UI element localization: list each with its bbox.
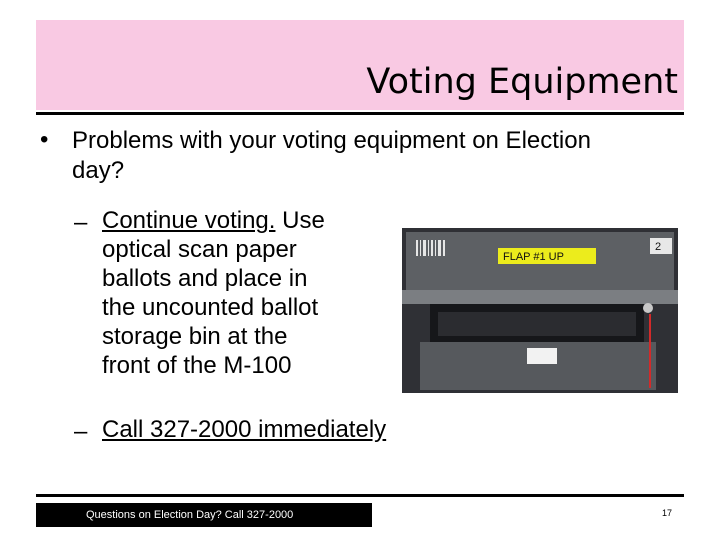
slide-title: Voting Equipment — [366, 62, 678, 102]
bullet-text: Problems with your voting equipment on Election day? — [72, 127, 591, 184]
subbullet-line: ballots and place in — [102, 265, 308, 292]
subbullet-text: Use — [275, 207, 325, 234]
title-divider — [36, 112, 684, 115]
subbullet-call — [102, 415, 386, 444]
number-label-text: 2 — [655, 241, 662, 253]
call-number-link[interactable]: Call 327-2000 immediately — [102, 416, 387, 443]
footer-bar — [36, 503, 372, 527]
subbullet-line: storage bin at the — [102, 323, 288, 350]
key-lock — [643, 303, 653, 313]
subbullet-line: front of the M-100 — [102, 352, 292, 379]
subbullet-dash: – — [74, 418, 88, 445]
subbullet-dash: – — [74, 209, 88, 236]
flap-label-text: FLAP #1 UP — [503, 251, 564, 263]
footer-text: Questions on Election Day? Call 327-2000 — [86, 509, 294, 521]
subbullet-line: optical scan paper — [102, 236, 297, 263]
bullet-marker: • — [40, 126, 49, 153]
footer-divider — [36, 494, 684, 497]
subbullet-continue-voting — [102, 206, 325, 380]
subbullet-line: the uncounted ballot — [102, 294, 319, 321]
title-band — [36, 20, 684, 110]
continue-voting-link[interactable]: Continue voting. — [102, 207, 276, 234]
page-number: 17 — [662, 508, 673, 518]
m100-scanner-photo — [402, 228, 678, 393]
bin-sticker — [527, 348, 557, 364]
